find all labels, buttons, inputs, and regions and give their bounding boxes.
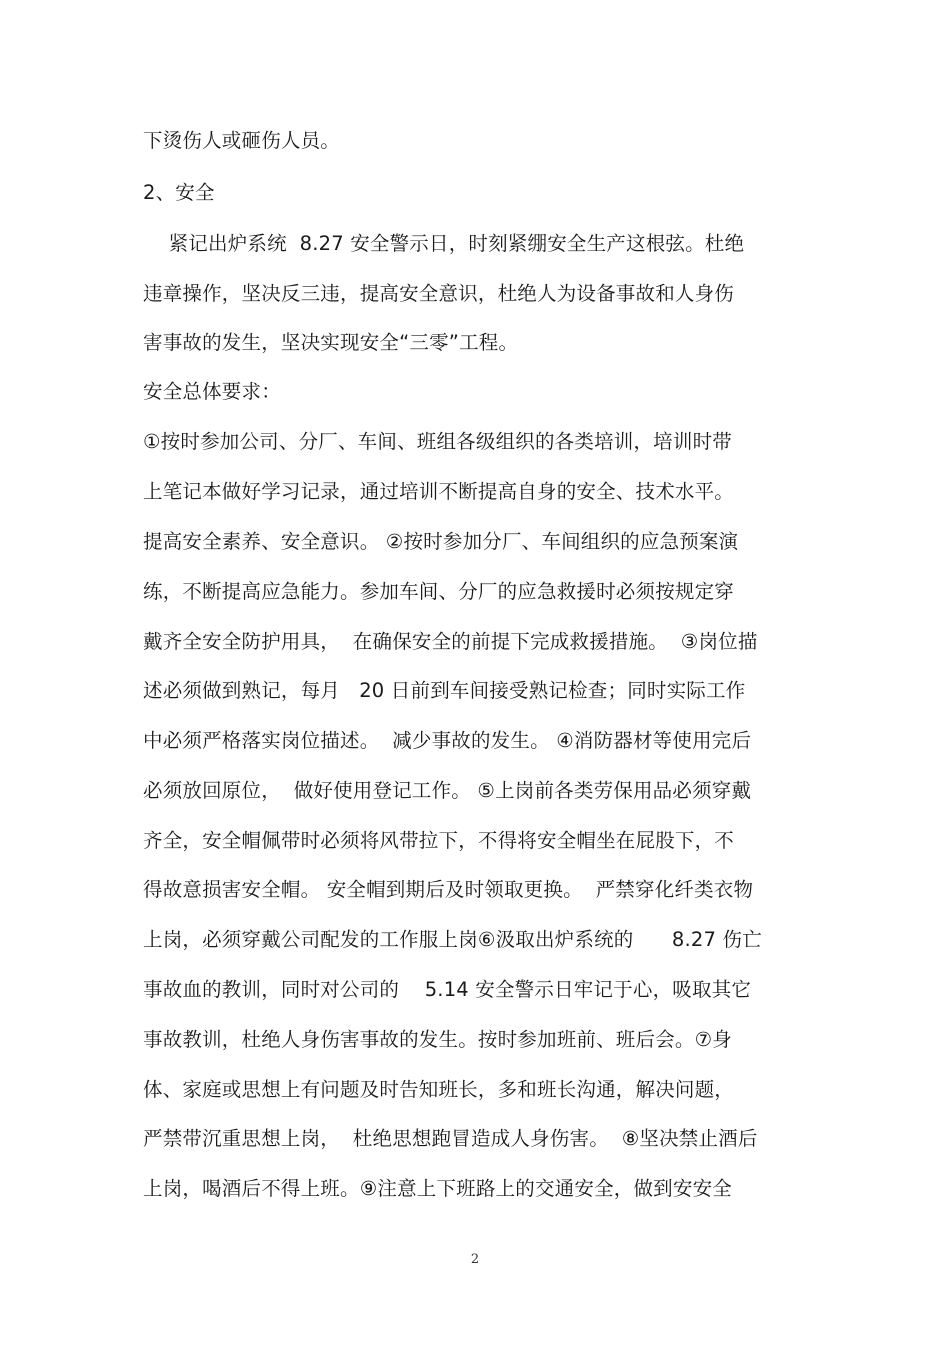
text-line: 违章操作，坚决反三违，提高安全意识，杜绝人为设备事故和人身伤 <box>143 282 735 305</box>
text-line: ①按时参加公司、分厂、车间、班组各级组织的各类培训，培训时带 <box>143 430 732 453</box>
text-line: 体、家庭或思想上有问题及时告知班长，多和班长沟通，解决问题， <box>143 1078 735 1101</box>
text-line: 述必须做到熟记，每月 20 日前到车间接受熟记检查；同时实际工作 <box>143 679 746 702</box>
text-line: 紧记出炉系统 8.27 安全警示日，时刻紧绷安全生产这根弦。杜绝 <box>143 232 745 255</box>
text-line: 上笔记本做好学习记录，通过培训不断提高自身的安全、技术水平。 <box>143 480 735 503</box>
text-line: 下烫伤人或砸伤人员。 <box>143 129 341 152</box>
text-line: 齐全，安全帽佩带时必须将风带拉下，不得将安全帽坐在屁股下，不 <box>143 829 735 852</box>
text-line: 中必须严格落实岗位描述。 减少事故的发生。 ④消防器材等使用完后 <box>143 729 752 752</box>
text-line: 得故意损害安全帽。 安全帽到期后及时领取更换。 严禁穿化纤类衣物 <box>143 878 754 901</box>
text-line: 事故教训，杜绝人身伤害事故的发生。按时参加班前、班后会。⑦身 <box>143 1028 732 1051</box>
text-line: 事故血的教训，同时对公司的 5.14 安全警示日牢记于心，吸取其它 <box>143 978 752 1001</box>
page-number: 2 <box>470 1252 480 1267</box>
section-heading: 2、安全 <box>143 181 215 204</box>
text-line: 严禁带沉重思想上岗， 杜绝思想跑冒造成人身伤害。 ⑧坚决禁止酒后 <box>143 1127 758 1150</box>
text-line: 害事故的发生，坚决实现安全“三零”工程。 <box>143 331 519 354</box>
text-line: 必须放回原位， 做好使用登记工作。 ⑤上岗前各类劳保用品必须穿戴 <box>143 779 752 802</box>
text-line: 练，不断提高应急能力。参加车间、分厂的应急救援时必须按规定穿 <box>143 580 735 603</box>
text-line: 上岗，喝酒后不得上班。⑨注意上下班路上的交通安全，做到安安全 <box>143 1177 732 1200</box>
text-line: 上岗，必须穿戴公司配发的工作服上岗⑥汲取出炉系统的 8.27 伤亡 <box>143 928 762 951</box>
text-line: 戴齐全安全防护用具， 在确保安全的前提下完成救援措施。 ③岗位描 <box>143 630 758 653</box>
text-line: 提高安全素养、安全意识。 ②按时参加分厂、车间组织的应急预案演 <box>143 530 739 553</box>
subheading: 安全总体要求： <box>143 380 281 403</box>
